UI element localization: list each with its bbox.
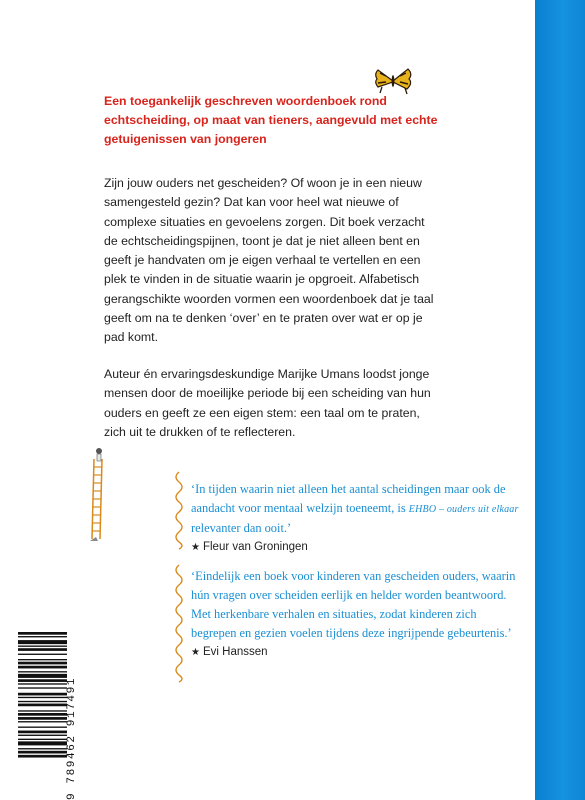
barcode-bar xyxy=(18,697,67,698)
author-paragraph: Auteur én ervaringsdeskundige Marijke Umans loodst jonge mensen door de moeilijke periode bij een scheiding van hun ouders en geeft ze een eigen stem: een taal om te praten, zich uit te drukken of te reflecteren. xyxy=(104,367,431,439)
barcode-bar xyxy=(18,741,67,745)
barcode-bar xyxy=(18,666,67,669)
author-name: Fleur van Groningen xyxy=(202,541,308,553)
barcode-bar xyxy=(18,674,67,678)
barcode-bar xyxy=(18,748,67,749)
quote-text: ‘In tijden waarin niet alleen het aantal scheidingen maar ook de aandacht voor mentaal welzijn toeneemt, is xyxy=(191,482,506,515)
lead-text: Een toegankelijk geschreven woordenboek rond echtscheiding, op maat van tieners, aangevuld met echte getuigenissen van jongeren xyxy=(104,94,438,146)
barcode-bar xyxy=(18,636,67,637)
barcode-bar xyxy=(18,683,67,684)
quote-author xyxy=(191,643,521,662)
quote-text: ‘Eindelijk een boek voor kinderen van gescheiden ouders, waarin hún vragen over scheiden eerlijk en helder worden beantwoord. Met herkenbare verhalen en situaties, zodat kinderen zich begrepen en gezien voelen tijdens deze ingrijpende gebeurtenis.’ xyxy=(191,569,516,640)
barcode-bar xyxy=(18,731,67,734)
barcode-bar xyxy=(18,679,67,682)
barcode-bar xyxy=(18,751,67,754)
quote-wavy-line xyxy=(172,563,186,683)
testimonial-quote xyxy=(191,480,521,557)
barcode-bar xyxy=(18,735,67,736)
barcode-bar xyxy=(18,646,67,647)
barcode-bar xyxy=(18,739,67,740)
barcode-bar xyxy=(18,632,67,635)
book-title: EHBO – ouders uit elkaar xyxy=(408,504,519,515)
barcode-number: 9 789462 917491 xyxy=(66,676,78,800)
barcode-bar xyxy=(18,659,67,660)
barcode-bar xyxy=(18,671,67,672)
quote-author xyxy=(191,538,521,557)
barcode-bar xyxy=(18,693,67,696)
star-icon: ★ xyxy=(191,647,200,658)
barcode-bar xyxy=(18,687,67,688)
ladder-illustration xyxy=(88,445,108,543)
quote-wavy-line xyxy=(172,470,186,550)
star-icon: ★ xyxy=(191,542,200,553)
barcode-bar xyxy=(18,701,67,702)
testimonial-quote xyxy=(191,567,521,662)
barcode-bar xyxy=(18,727,67,728)
barcode-bar xyxy=(18,713,67,716)
quote-text: relevanter dan ooit.’ xyxy=(191,521,292,535)
barcode-bar xyxy=(18,755,67,758)
barcode-bar xyxy=(18,654,67,655)
barcode-bar xyxy=(18,704,67,707)
barcode-bar xyxy=(18,710,67,711)
barcode-bar xyxy=(18,717,67,720)
author-name: Evi Hanssen xyxy=(202,646,268,658)
barcode-bar xyxy=(18,648,67,651)
barcode-bar xyxy=(18,662,67,665)
barcode-bar xyxy=(18,640,67,644)
book-spine xyxy=(535,0,585,800)
barcode xyxy=(0,628,67,800)
description-paragraph: Zijn jouw ouders net gescheiden? Of woon je in een nieuw samengesteld gezin? Dat kan voor heel wat nieuwe of complexe situaties en gevoelens zorgen. Dit boek verzacht de echtscheidingspijnen, toont je dat je niet alleen bent en geeft je handvaten om je eigen verhaal te vertellen en een plek te vinden in de situatie waarin je opgroeit. Alfabetisch gerangschikte woorden vormen een woordenboek dat je taal geeft om na te denken ‘over’ en te praten over wat er op je pad komt. xyxy=(104,176,434,345)
barcode-bar xyxy=(18,721,67,722)
